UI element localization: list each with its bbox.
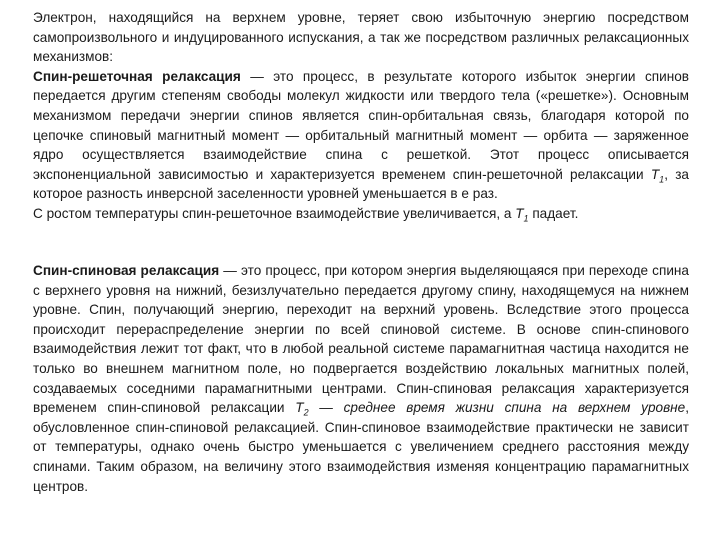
t2-dash: —: [308, 400, 344, 416]
spin-lattice-definition: — это процесс, в результате которого избыток энергии спинов передается другим степеням свободы молекул жидкости или твердого тела («решетке»). Основным механизмом передачи энергии спинов является спин-орбитальная связь, благодаря которой по цепочке спиновый магнитный момент — орбитальный магнитный момент — орбита — заряженное ядро осуществляется взаимодействие спина с решеткой. Этот процесс описывается экспоненциальной зависимостью и характеризуется временем спин-решеточной релаксации: [33, 68, 689, 182]
t1-subscript: 1: [659, 174, 665, 185]
spin-lattice-definition-end: , за которое разность инверсной заселенности уровней уменьшается в e раз.: [33, 166, 689, 202]
t1-symbol: T: [650, 166, 660, 182]
paragraph-spin-spin: [33, 261, 689, 496]
t2-symbol: T: [295, 400, 304, 416]
temperature-text: С ростом температуры спин-решеточное взаимодействие увеличивается, а: [33, 205, 516, 221]
t1-subscript-2: 1: [523, 213, 529, 224]
spin-spin-text: — это процесс, при котором энергия выделяющаяся при переходе спина с верхнего уровня на нижний, безизлучательно передается другому спину, находящемуся на нижнем уровне. Спин, получающий энергию, переходит на верхний уровень. Вследствие этого процесса происходит перераспределение энергии по всей спиновой системе. В основе спин-спинового взаимодействия лежит тот факт, что в любой реальной системе парамагнитная частица находится не только во внешнем магнитном поле, но подвергается воздействию локальных магнитных полей, создаваемых соседними парамагнитными центрами. Спин-спиновая релаксация характеризуется временем спин-спиновой релаксации: [33, 263, 689, 416]
temperature-line: [33, 204, 689, 224]
lifetime-phrase: среднее время жизни спина на верхнем уровне: [343, 400, 686, 416]
spin-spin-term: Спин-спиновая релаксация: [33, 263, 220, 278]
t1-symbol-2: T: [515, 205, 524, 221]
temperature-text-end: падает.: [528, 205, 579, 221]
intro-text: Электрон, находящийся на верхнем уровне, теряет свою избыточную энергию посредством самопроизвольного и индуцированного испускания, а так же посредством различных релаксационных механизмов:: [33, 10, 689, 65]
spin-spin-text-end: , обусловленное спин-спиновой релаксацией. Спин-спиновое взаимодействие практически не зависит от температуры, однако очень быстро уменьшается с увеличением среднего расстояния между спинами. Таким образом, на величину этого взаимодействия изменяя концентрацию парамагнитных центров.: [33, 400, 689, 494]
paragraph-spin-lattice: [33, 8, 689, 224]
t2-subscript: 2: [303, 407, 309, 418]
spin-lattice-term: Спин-решеточная релаксация: [33, 68, 241, 84]
